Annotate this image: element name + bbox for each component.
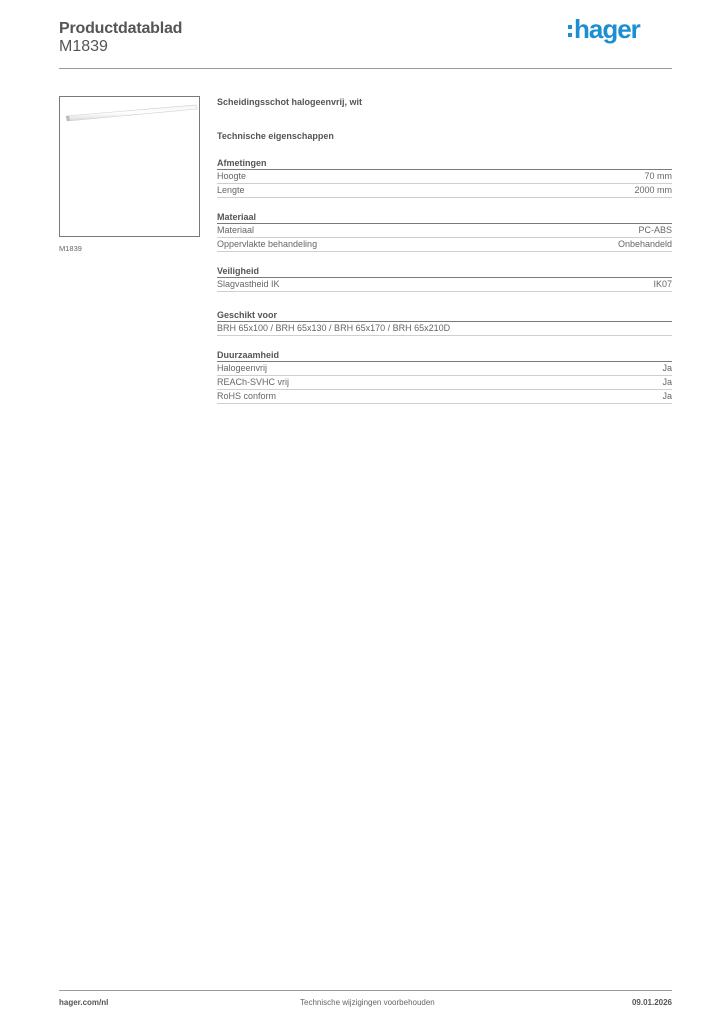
- spec-label: Slagvastheid IK: [217, 279, 280, 289]
- group-title: Materiaal: [217, 211, 672, 224]
- spec-row: [217, 376, 672, 390]
- spec-label: Oppervlakte behandeling: [217, 239, 318, 249]
- spec-group-veiligheid: [217, 265, 672, 292]
- footer-date: 09.01.2026: [631, 998, 672, 1007]
- product-image: [59, 96, 200, 237]
- spec-row: [217, 170, 672, 184]
- hager-logo: [566, 14, 666, 48]
- spec-group-duurzaamheid: [217, 349, 672, 404]
- logo-text: hager: [574, 14, 640, 44]
- footer-divider: [59, 990, 672, 991]
- spec-value: IK07: [653, 279, 672, 289]
- footer-disclaimer: Technische wijzigingen voorbehouden: [300, 998, 435, 1007]
- spec-group-afmetingen: [217, 157, 672, 198]
- product-name: Scheidingsschot halogeenvrij, wit: [217, 97, 363, 107]
- group-title: Duurzaamheid: [217, 349, 672, 362]
- logo-dot-top: [568, 25, 572, 29]
- spec-label: Materiaal: [217, 225, 255, 235]
- spec-row: [217, 362, 672, 376]
- spec-label: BRH 65x100 / BRH 65x130 / BRH 65x170 / BRH 65x210D: [217, 323, 451, 333]
- spec-value: 70 mm: [644, 171, 672, 181]
- spec-row: [217, 184, 672, 198]
- spec-value: Ja: [662, 377, 672, 387]
- spec-value: 2000 mm: [634, 185, 672, 195]
- spec-group-materiaal: [217, 211, 672, 252]
- product-code: M1839: [59, 38, 108, 55]
- spec-row: [217, 224, 672, 238]
- spec-row: [217, 238, 672, 252]
- group-title: Veiligheid: [217, 265, 672, 278]
- group-title: Geschikt voor: [217, 309, 672, 322]
- page-title: Productdatablad: [59, 20, 183, 37]
- header-divider: [59, 68, 672, 69]
- spec-value: Onbehandeld: [617, 239, 672, 249]
- spec-content: [217, 96, 672, 404]
- spec-value: Ja: [662, 391, 672, 401]
- section-title: Technische eigenschappen: [217, 131, 334, 141]
- spec-group-geschikt-voor: [217, 309, 672, 336]
- spec-row: [217, 278, 672, 292]
- spec-row: [217, 390, 672, 404]
- spec-label: Lengte: [217, 185, 245, 195]
- spec-label: Halogeenvrij: [217, 363, 268, 373]
- spec-row: [217, 322, 672, 336]
- spec-value: Ja: [662, 363, 672, 373]
- logo-dot-bottom: [568, 33, 572, 37]
- spec-value: PC-ABS: [638, 225, 672, 235]
- image-caption: M1839: [59, 244, 82, 253]
- spec-label: RoHS conform: [217, 391, 277, 401]
- spec-label: Hoogte: [217, 171, 247, 181]
- spec-label: REACh-SVHC vrij: [217, 377, 290, 387]
- footer-website-link[interactable]: hager.com/nl: [59, 998, 109, 1007]
- group-title: Afmetingen: [217, 157, 672, 170]
